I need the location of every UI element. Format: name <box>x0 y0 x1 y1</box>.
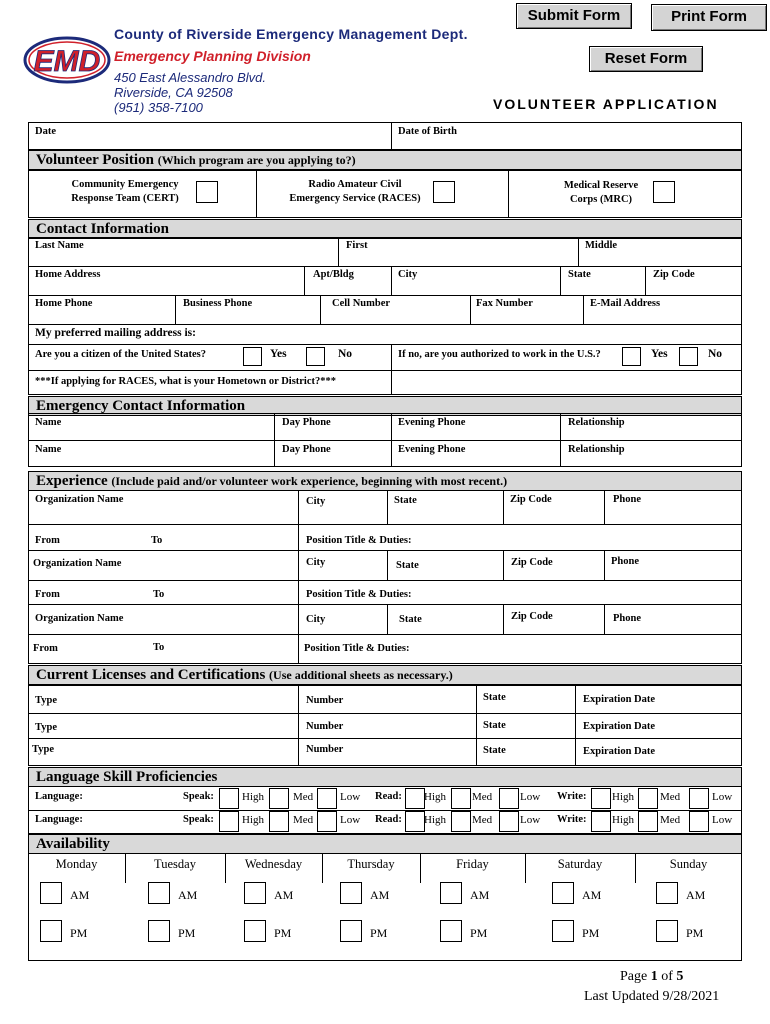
friday-am-label: AM <box>470 888 490 902</box>
tuesday-am-label: AM <box>178 888 198 902</box>
citizen-no-checkbox[interactable] <box>306 347 325 366</box>
lic3-state-label: State <box>483 745 506 756</box>
exp3-org-label: Organization Name <box>35 613 124 624</box>
lang2-read-med-label: Med <box>472 814 493 826</box>
lang2-write-high-label: High <box>612 814 634 826</box>
day-monday-label: Monday <box>55 857 98 871</box>
sunday-pm-label: PM <box>686 926 704 940</box>
day-thursday-label: Thursday <box>347 857 395 871</box>
day-saturday-label: Saturday <box>557 857 603 871</box>
wednesday-am-label: AM <box>274 888 294 902</box>
races-label-2: Emergency Service (RACES) <box>289 193 421 204</box>
date-label: Date <box>35 126 56 137</box>
ec1-evening-phone-label: Evening Phone <box>398 417 466 428</box>
exp2-to-label: To <box>153 589 165 600</box>
lang1-language-label: Language: <box>35 791 83 802</box>
exp2-from-label: From <box>35 589 60 600</box>
ec2-day-phone-label: Day Phone <box>282 444 331 455</box>
exp2-org-label: Organization Name <box>33 558 122 569</box>
lang1-speak-high-checkbox[interactable] <box>219 788 239 809</box>
wednesday-pm-label: PM <box>274 926 292 940</box>
thursday-pm-checkbox[interactable] <box>340 920 362 942</box>
lic2-number-label: Number <box>306 721 344 732</box>
availability-header: Availability <box>28 834 742 854</box>
citizen-no-label: No <box>338 348 353 360</box>
exp3-city-label: City <box>306 614 326 625</box>
lang1-speak-high-label: High <box>242 791 264 803</box>
lic3-type-label: Type <box>32 744 54 755</box>
exp1-to-label: To <box>151 535 163 546</box>
exp2-state-label: State <box>396 560 419 571</box>
mrc-checkbox[interactable] <box>653 181 675 203</box>
lic3-number-label: Number <box>306 744 344 755</box>
sunday-am-label: AM <box>686 888 706 902</box>
thursday-am-label: AM <box>370 888 390 902</box>
lang1-write-med-checkbox[interactable] <box>638 788 658 809</box>
lang1-read-med-checkbox[interactable] <box>451 788 471 809</box>
lic1-state-label: State <box>483 692 506 703</box>
authorized-question: If no, are you authorized to work in the U.S.? <box>398 349 601 360</box>
cell-number-label: Cell Number <box>332 298 391 309</box>
lang1-read-high-checkbox[interactable] <box>405 788 425 809</box>
division-name: Emergency Planning Division <box>114 48 311 64</box>
exp3-state-label: State <box>399 614 422 625</box>
lang1-write-high-checkbox[interactable] <box>591 788 611 809</box>
date-input[interactable] <box>29 138 389 149</box>
lang1-write-low-checkbox[interactable] <box>689 788 709 809</box>
department-name: County of Riverside Emergency Management Dept. <box>114 26 468 42</box>
state-label: State <box>568 269 591 280</box>
last-name-label: Last Name <box>35 240 84 251</box>
monday-pm-checkbox[interactable] <box>40 920 62 942</box>
exp1-phone-label: Phone <box>613 494 642 505</box>
reset-form-button[interactable]: Reset Form <box>589 46 703 72</box>
thursday-am-checkbox[interactable] <box>340 882 362 904</box>
home-address-label: Home Address <box>35 269 101 280</box>
cert-checkbox[interactable] <box>196 181 218 203</box>
lang2-speak-high-checkbox[interactable] <box>219 811 239 832</box>
monday-am-checkbox[interactable] <box>40 882 62 904</box>
ec2-relationship-label: Relationship <box>568 444 625 455</box>
lic2-exp-label: Expiration Date <box>583 721 656 732</box>
citizen-question: Are you a citizen of the United States? <box>35 349 206 360</box>
page-number: Page 1 of 5 <box>620 969 684 984</box>
day-sunday-label: Sunday <box>669 857 708 871</box>
lang2-write-high-checkbox[interactable] <box>591 811 611 832</box>
city-label: City <box>398 269 418 280</box>
lang2-speak-low-checkbox[interactable] <box>317 811 337 832</box>
exp1-org-label: Organization Name <box>35 494 124 505</box>
lang2-read-high-checkbox[interactable] <box>405 811 425 832</box>
exp1-zip-label: Zip Code <box>510 494 552 505</box>
lang2-speak-low-label: Low <box>340 814 361 826</box>
lang1-write-low-label: Low <box>712 791 733 803</box>
lang1-read-low-checkbox[interactable] <box>499 788 519 809</box>
saturday-am-checkbox[interactable] <box>552 882 574 904</box>
citizen-yes-label: Yes <box>270 348 287 360</box>
authorized-yes-label: Yes <box>651 348 668 360</box>
lang1-speak-low-checkbox[interactable] <box>317 788 337 809</box>
emd-logo <box>22 34 112 86</box>
svg-text:EMD: EMD <box>33 45 101 78</box>
volunteer-position-header: Volunteer Position (Which program are you applying to?) <box>28 150 742 170</box>
lic1-type-label: Type <box>35 695 57 706</box>
friday-am-checkbox[interactable] <box>440 882 462 904</box>
exp2-zip-label: Zip Code <box>511 557 553 568</box>
home-phone-label: Home Phone <box>35 298 93 309</box>
business-phone-label: Business Phone <box>183 298 253 309</box>
lang1-speak-low-label: Low <box>340 791 361 803</box>
citizen-yes-checkbox[interactable] <box>243 347 262 366</box>
exp1-duties-label: Position Title & Duties: <box>306 535 412 546</box>
lang2-language-label: Language: <box>35 814 83 825</box>
lang1-speak-med-label: Med <box>293 791 314 803</box>
sunday-am-checkbox[interactable] <box>656 882 678 904</box>
experience-header: Experience (Include paid and/or volunteer work experience, beginning with most recent.) <box>28 471 742 491</box>
lang2-speak-high-label: High <box>242 814 264 826</box>
tuesday-pm-label: PM <box>178 926 196 940</box>
experience-grid <box>28 490 742 664</box>
races-hometown-question: ***If applying for RACES, what is your Hometown or District?*** <box>35 376 337 387</box>
exp3-phone-label: Phone <box>613 613 642 624</box>
address-line-2: Riverside, CA 92508 <box>114 85 233 100</box>
last-name-input[interactable] <box>30 252 336 265</box>
ec1-relationship-label: Relationship <box>568 417 625 428</box>
wednesday-pm-checkbox[interactable] <box>244 920 266 942</box>
wednesday-am-checkbox[interactable] <box>244 882 266 904</box>
friday-pm-label: PM <box>470 926 488 940</box>
races-hometown-input[interactable] <box>393 372 739 393</box>
sunday-pm-checkbox[interactable] <box>656 920 678 942</box>
friday-pm-checkbox[interactable] <box>440 920 462 942</box>
emergency-contact-header: Emergency Contact Information <box>28 396 742 416</box>
races-checkbox[interactable] <box>433 181 455 203</box>
authorized-no-label: No <box>708 348 723 360</box>
exp1-state-label: State <box>394 495 417 506</box>
authorized-yes-checkbox[interactable] <box>622 347 641 366</box>
middle-name-label: Middle <box>585 240 618 251</box>
language-header: Language Skill Proficiencies <box>28 767 742 787</box>
lang1-read-low-label: Low <box>520 791 541 803</box>
apt-bldg-label: Apt/Bldg <box>313 269 354 280</box>
tuesday-pm-checkbox[interactable] <box>148 920 170 942</box>
exp3-zip-label: Zip Code <box>511 611 553 622</box>
lic2-state-label: State <box>483 720 506 731</box>
monday-am-label: AM <box>70 888 90 902</box>
exp2-phone-label: Phone <box>611 556 640 567</box>
day-friday-label: Friday <box>456 857 489 871</box>
lang1-read-label: Read: <box>375 791 402 802</box>
lic1-number-label: Number <box>306 695 344 706</box>
lang2-read-med-checkbox[interactable] <box>451 811 471 832</box>
lang2-write-low-label: Low <box>712 814 733 826</box>
middle-name-input[interactable] <box>580 252 740 265</box>
lang2-read-label: Read: <box>375 814 402 825</box>
exp2-city-label: City <box>306 557 326 568</box>
email-label: E-Mail Address <box>590 298 661 309</box>
fax-number-label: Fax Number <box>476 298 533 309</box>
form-title: VOLUNTEER APPLICATION <box>493 96 719 112</box>
zip-code-label: Zip Code <box>653 269 695 280</box>
lang1-read-high-label: High <box>424 791 446 803</box>
lang2-write-med-label: Med <box>660 814 681 826</box>
exp3-to-label: To <box>153 642 165 653</box>
mrc-label-1: Medical Reserve <box>563 180 639 191</box>
last-updated: Last Updated 9/28/2021 <box>584 989 720 1004</box>
lang1-speak-med-checkbox[interactable] <box>269 788 289 809</box>
lang1-speak-label: Speak: <box>183 791 214 802</box>
lang2-write-low-checkbox[interactable] <box>689 811 709 832</box>
exp3-from-label: From <box>33 643 58 654</box>
lang2-speak-med-label: Med <box>293 814 314 826</box>
ec2-name-label: Name <box>35 444 62 455</box>
exp1-city-label: City <box>306 496 326 507</box>
first-name-label: First <box>346 240 368 251</box>
saturday-pm-label: PM <box>582 926 600 940</box>
lang2-read-low-checkbox[interactable] <box>499 811 519 832</box>
phone-number: (951) 358-7100 <box>114 100 203 115</box>
lang1-read-med-label: Med <box>472 791 493 803</box>
tuesday-am-checkbox[interactable] <box>148 882 170 904</box>
lang2-speak-med-checkbox[interactable] <box>269 811 289 832</box>
mailing-address-label: My preferred mailing address is: <box>35 327 196 339</box>
ec2-evening-phone-label: Evening Phone <box>398 444 466 455</box>
exp3-duties-label: Position Title & Duties: <box>304 643 410 654</box>
monday-pm-label: PM <box>70 926 88 940</box>
lang2-read-high-label: High <box>424 814 446 826</box>
submit-form-button[interactable]: Submit Form <box>516 3 632 29</box>
authorized-no-checkbox[interactable] <box>679 347 698 366</box>
lang2-speak-label: Speak: <box>183 814 214 825</box>
lang1-write-high-label: High <box>612 791 634 803</box>
exp2-duties-label: Position Title & Duties: <box>306 589 412 600</box>
day-wednesday-label: Wednesday <box>244 857 303 871</box>
cert-label-1: Community Emergency <box>71 179 179 190</box>
dob-input[interactable] <box>393 138 739 149</box>
licenses-header: Current Licenses and Certifications (Use additional sheets as necessary.) <box>28 665 742 685</box>
lang2-write-med-checkbox[interactable] <box>638 811 658 832</box>
print-form-button[interactable]: Print Form <box>651 4 767 31</box>
races-label-1: Radio Amateur Civil <box>308 179 402 190</box>
saturday-am-label: AM <box>582 888 602 902</box>
contact-info-header: Contact Information <box>28 219 742 239</box>
first-name-input[interactable] <box>340 252 576 265</box>
lang1-write-med-label: Med <box>660 791 681 803</box>
lic3-exp-label: Expiration Date <box>583 746 656 757</box>
lang2-write-label: Write: <box>557 814 587 825</box>
address-line-1: 450 East Alessandro Blvd. <box>114 70 266 85</box>
mrc-label-2: Corps (MRC) <box>569 194 633 205</box>
lic2-type-label: Type <box>35 722 57 733</box>
lang2-read-low-label: Low <box>520 814 541 826</box>
lic1-exp-label: Expiration Date <box>583 694 656 705</box>
cert-label-2: Response Team (CERT) <box>71 193 179 204</box>
saturday-pm-checkbox[interactable] <box>552 920 574 942</box>
day-tuesday-label: Tuesday <box>154 857 196 871</box>
exp1-from-label: From <box>35 535 60 546</box>
thursday-pm-label: PM <box>370 926 388 940</box>
ec1-name-label: Name <box>35 417 62 428</box>
dob-label: Date of Birth <box>398 126 457 137</box>
lang1-write-label: Write: <box>557 791 587 802</box>
ec1-day-phone-label: Day Phone <box>282 417 331 428</box>
